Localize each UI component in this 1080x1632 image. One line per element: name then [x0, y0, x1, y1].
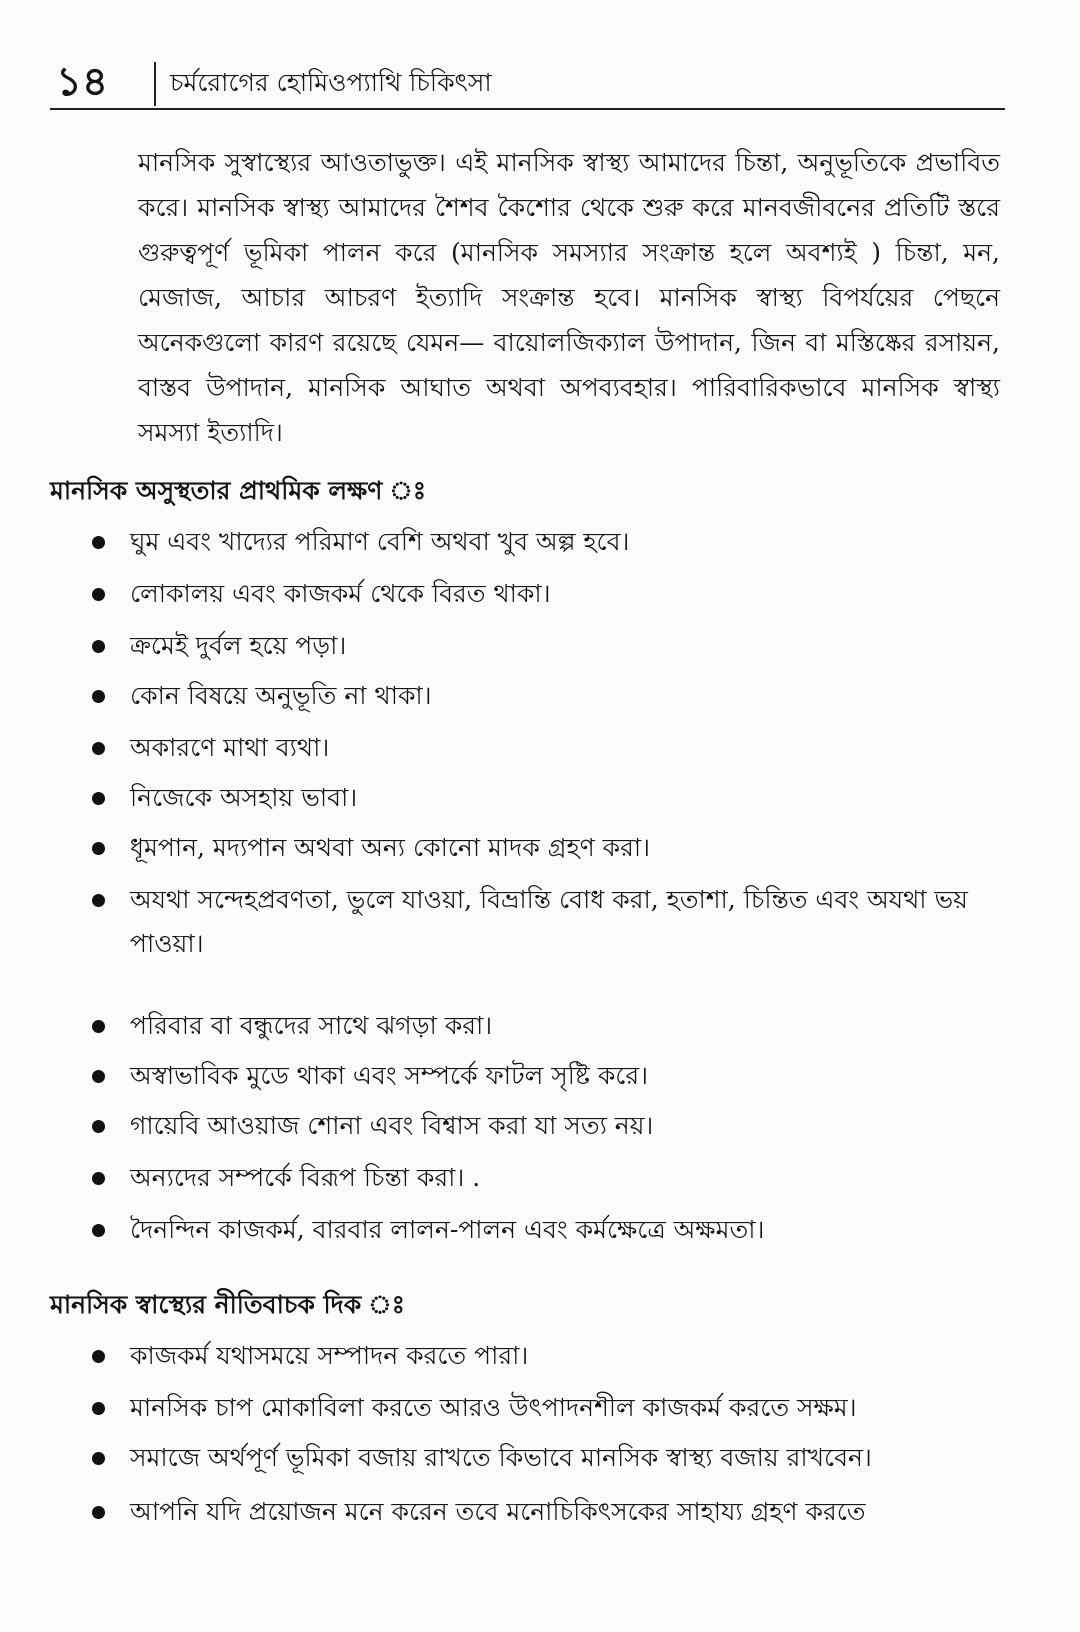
bullet-icon [92, 1452, 105, 1465]
bullet-icon [92, 1070, 105, 1083]
bullet-icon [92, 1506, 105, 1519]
bullet-icon [92, 1402, 105, 1415]
bullet-icon [92, 1020, 105, 1033]
bullet-icon [92, 792, 105, 805]
bullet-icon [92, 1350, 105, 1363]
bullet-icon [92, 1172, 105, 1185]
intro-paragraph: মানসিক সুস্বাস্থ্যের আওতাভুক্ত। এই মানসিক স্বাস্থ্য আমাদের চিন্তা, অনুভূতিকে প্রভাবিত করে। মানসিক স্বাস্থ্য আমাদের শৈশব কৈশোর থেকে শুরু করে মানবজীবনের প্রতিটি স্তরে গুরুত্বপূর্ণ ভূমিকা পালন করে (মানসিক সমস্যার সংক্রান্ত হলে অবশ্যই ) চিন্তা, মন, মেজাজ, আচার আচরণ ইত্যাদি সংক্রান্ত হবে। মানসিক স্বাস্থ্য বিপর্যয়ের পেছনে অনেকগুলো কারণ রয়েছে যেমন— বায়োলজিক্যাল উপাদান, জিন বা মস্তিষ্কের রসায়ন, বাস্তব উপাদান, মানসিক আঘাত অথবা অপব্যবহার। পারিবারিকভাবে মানসিক স্বাস্থ্য সমস্যা ইত্যাদি। [138, 148, 1000, 447]
page-number: ১৪ [56, 58, 108, 105]
page-header [50, 56, 1005, 108]
bullet-icon [92, 1120, 105, 1133]
bullet-icon [92, 894, 105, 907]
header-rule [50, 108, 1005, 110]
running-title: চর্মরোগের হোমিওপ্যাথি চিকিৎসা [170, 68, 492, 97]
bullet-icon [92, 536, 105, 549]
header-separator [154, 62, 156, 106]
bullet-icon [92, 842, 105, 855]
bullet-icon [92, 640, 105, 653]
bullet-icon [92, 1224, 105, 1237]
section-heading-symptoms: মানসিক অসুস্থতার প্রাথমিক লক্ষণ ঃ [50, 476, 427, 505]
book-page: ১৪ চর্মরোগের হোমিওপ্যাথি চিকিৎসা মানসিক সুস্বাস্থ্যের আওতাভুক্ত। এই মানসিক স্বাস্থ্য আমাদের চিন্তা, অনুভূতিকে প্রভাবিত করে। মানসিক স্বাস্থ্য আমাদের শৈশব কৈশোর থেকে শুরু করে মানবজীবনের প্রতিটি স্তরে গুরুত্বপূর্ণ ভূমিকা পালন করে (মানসিক সমস্যার সংক্রান্ত হলে অবশ্যই ) চিন্তা, মন, মেজাজ, আচার আচরণ ইত্যাদি সংক্রান্ত হবে। মানসিক স্বাস্থ্য বিপর্যয়ের পেছনে অনেকগুলো কারণ রয়েছে যেমন— বায়োলজিক্যাল উপাদান, জিন বা মস্তিষ্কের রসায়ন, বাস্তব উপাদান, মানসিক আঘাত অথবা অপব্যবহার। পারিবারিকভাবে মানসিক স্বাস্থ্য সমস্যা ইত্যাদি। মানসিক অসুস্থতার প্রাথমিক লক্ষণ ঃ ঘুম এবং খাদ্যের পরিমাণ বেশি অথবা খুব অল্প হবে। লোকালয় এবং কাজকর্ম থেকে বিরত থাকা। ক্রমেই দুর্বল হয়ে পড়া। কোন বিষয়ে অনুভূতি না থাকা। অকারণে মাথা ব্যথা। নিজেকে অসহায় ভাবা। ধূমপান, মদ্যপান অথবা অন্য কোনো মাদক গ্রহণ করা। অযথা সন্দেহপ্রবণতা, ভুলে যাওয়া, বিভ্রান্তি বোধ করা, হতাশা, চিন্তিত এবং অযথা ভয় পাওয়া। পরিবার বা বন্ধুদের সাথে ঝগড়া করা। অস্বাভাবিক মুডে থাকা এবং সম্পর্কে ফাটল সৃষ্টি করে। গায়েবি আওয়াজ শোনা এবং বিশ্বাস করা যা সত্য নয়। অন্যদের সম্পর্কে বিরূপ চিন্তা করা। . দৈনন্দিন কাজকর্ম, বারবার লালন-পালন এবং কর্মক্ষেত্রে অক্ষমতা। মানসিক স্বাস্থ্যের নীতিবাচক দিক ঃ কাজকর্ম যথাসময়ে সম্পাদন করতে পারা। মানসিক চাপ মোকাবিলা করতে আরও উৎপাদনশীল কাজকর্ম করতে সক্ষম। সমাজে অর্থপূর্ণ ভূমিকা বজায় রাখতে কিভাবে মানসিক স্বাস্থ্য বজায় রাখবেন। আপনি যদি প্রয়োজন মনে করেন তবে মনোচিকিৎসকের সাহায্য গ্রহণ করতে [0, 0, 1080, 1632]
bullet-icon [92, 588, 105, 601]
section-heading-positive: মানসিক স্বাস্থ্যের নীতিবাচক দিক ঃ [50, 1290, 405, 1319]
bullet-icon [92, 690, 105, 703]
bullet-icon [92, 742, 105, 755]
